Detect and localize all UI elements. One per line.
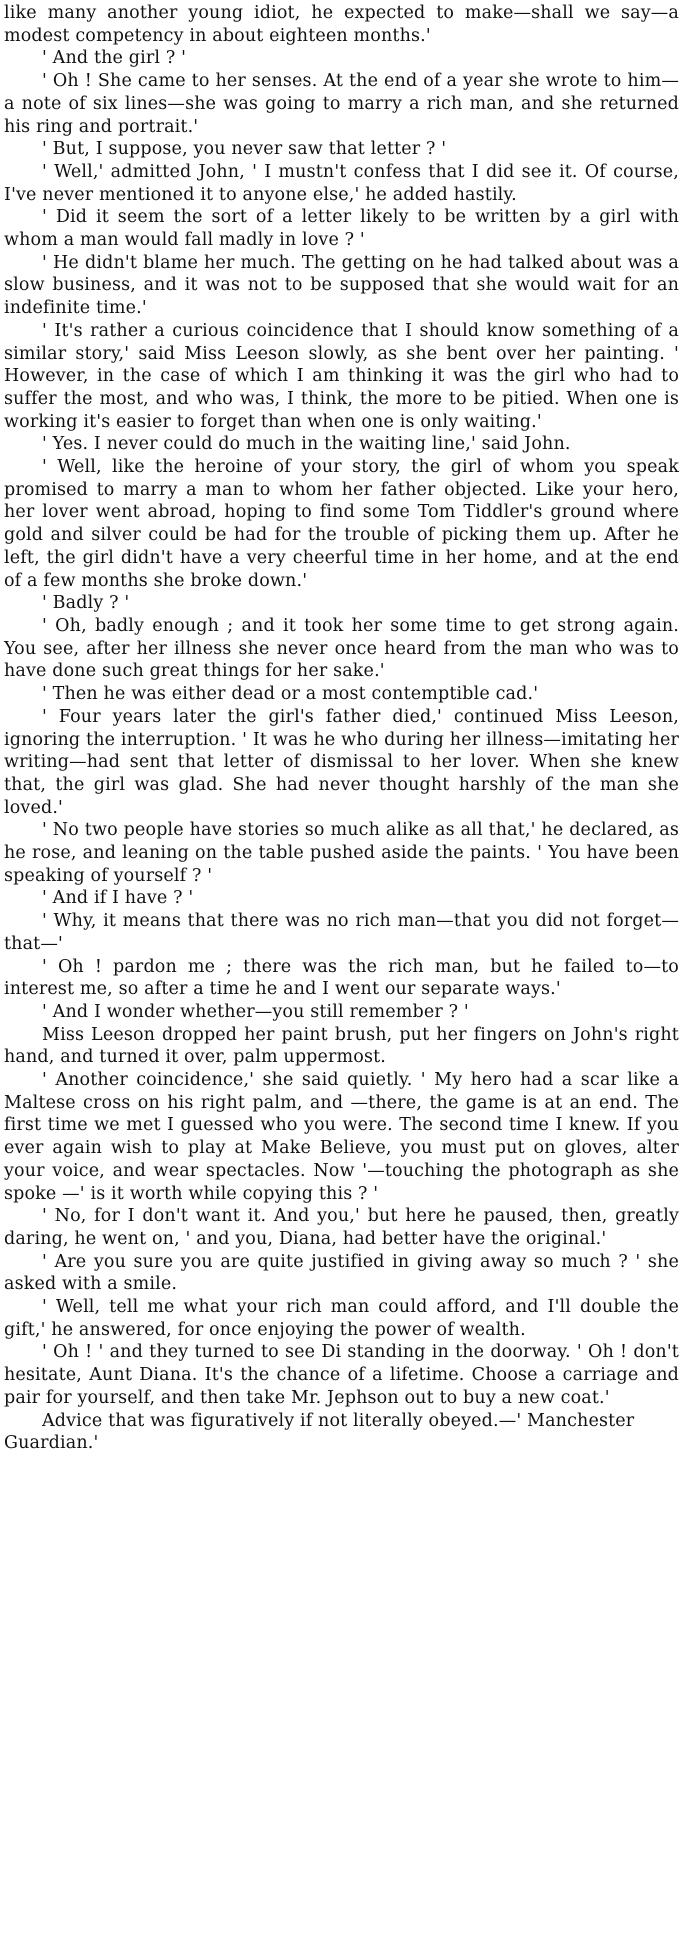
paragraph: ' Why, it means that there was no rich man—that you did not forget—that—'	[4, 911, 679, 954]
paragraph: ' But, I suppose, you never saw that letter ? '	[42, 139, 447, 160]
paragraph: Miss Leeson dropped her paint brush, put her fingers on John's right hand, and turned it over, palm uppermost.	[4, 1024, 679, 1068]
paragraph: ' Another coincidence,' she said quietly. ' My hero had a scar like a Maltese cross on his right palm, and —there, the game is at an end. The first time we met I guessed who you were. The second time I knew. If you ever again wish to play at Make Believe, you must put on gloves, alter your voice, and wear spectacles. Now '—touching the photograph as she spoke —' is it worth while copying this ? '	[4, 1070, 679, 1204]
paragraph: ' Well, tell me what your rich man could afford, and I'll double the gift,' he answered, for once enjoying the power of wealth.	[4, 1297, 679, 1340]
paragraph: ' Yes. I never could do much in the waiting line,' said John.	[42, 434, 571, 455]
paragraph: ' Did it seem the sort of a letter likely to be written by a girl with whom a man would fall madly in love ? '	[4, 207, 679, 251]
paragraph: ' Oh ! ' and they turned to see Di standing in the doorway. ' Oh ! don't hesitate, Aunt Diana. It's the chance of a lifetime. Choose a carriage and pair for yourself, and then take Mr. Jephson out to buy a new coat.'	[4, 1342, 679, 1408]
paragraph: ' And I wonder whether—you still remember ? '	[42, 1001, 469, 1022]
paragraph: ' Oh ! pardon me ; there was the rich man, but he failed to—to interest me, so after a time he and I went our separate ways.'	[4, 956, 679, 1000]
paragraph: ' And the girl ? '	[42, 48, 187, 69]
paragraph: like many another young idiot, he expected to make—shall we say—a modest competency in about eighteen months.'	[4, 3, 679, 46]
paragraph: ' No, for I don't want it. And you,' but here he paused, then, greatly daring, he went on, ' and you, Diana, had better have the original.'	[4, 1206, 679, 1249]
paragraph: ' Oh, badly enough ; and it took her some time to get strong again. You see, after her illness she never once heard from the man who was to have done such great things for her sake.'	[4, 615, 679, 682]
paragraph: ' Then he was either dead or a most contemptible cad.'	[42, 684, 539, 705]
paragraph: ' Four years later the girl's father died,' continued Miss Leeson, ignoring the interruption. ' It was he who during her illness—imitating her writing—had sent that letter of dismissal to her lover. When she knew that, the girl was glad. She had never thought harshly of the man she loved.'	[4, 706, 679, 818]
paragraph: ' And if I have ? '	[42, 888, 194, 909]
paragraph: ' He didn't blame her much. The getting on he had talked about was a slow business, and it was not to be supposed that she would wait for an indefinite time.'	[4, 252, 679, 319]
paragraph: ' Are you sure you are quite justified in giving away so much ? ' she asked with a smile.	[4, 1251, 679, 1295]
paragraph: ' No two people have stories so much alike as all that,' he declared, as he rose, and leaning on the table pushed aside the paints. ' You have been speaking of yourself ? '	[4, 820, 679, 886]
source-credit: Advice that was figuratively if not literally obeyed.—' Manchester Guardian.'	[4, 1410, 635, 1454]
paragraph: ' Badly ? '	[42, 593, 130, 614]
paragraph: ' Well, like the heroine of your story, the girl of whom you speak promised to marry a man to whom her father objected. Like your hero, her lover went abroad, hoping to find some Tom Tiddler's ground where gold and silver could be had for the trouble of picking them up. After he left, the girl didn't have a very cheerful time in her home, and at the end of a few months she broke down.'	[4, 457, 679, 591]
paragraph: ' It's rather a curious coincidence that I should know something of a similar story,' said Miss Leeson slowly, as she bent over her painting. ' However, in the case of which I am thinking it was the girl who had to suffer the most, and who was, I think, the more to be pitied. When one is working it's easier to forget than when one is only waiting.'	[4, 320, 679, 432]
paragraph: ' Well,' admitted John, ' I mustn't confess that I did see it. Of course, I've never mentioned it to anyone else,' he added hastily.	[4, 161, 679, 205]
paragraph: ' Oh ! She came to her senses. At the end of a year she wrote to him—a note of six lines—she was going to marry a rich man, and she returned his ring and portrait.'	[4, 71, 679, 137]
